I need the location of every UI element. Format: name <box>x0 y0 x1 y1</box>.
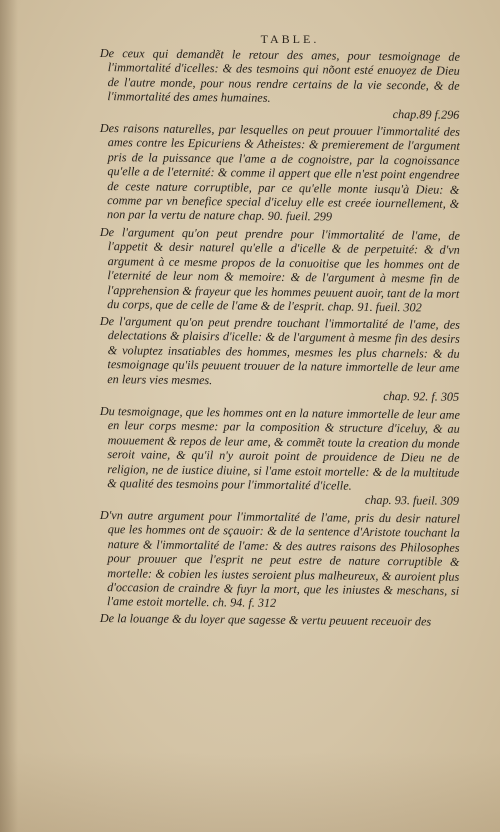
table-entry <box>98 611 460 629</box>
table-entry <box>97 121 460 226</box>
entry-text: Des raisons naturelles, par lesquelles on peut prouuer l'immortalité des ames contre les Epicuriens & Atheistes: & premierement de l'argument pris de la puissance que l'ame a de cognoistre, par la cognoissance qu'elle a de l'eternité: & comme il appert que elle n'est point engendree de ceste nature corruptible, par ce qu'elle monte iusqu'à Dieu: & comme par vn benefice special d'iceluy elle est creée iournellement, & non par la vertu de nature <box>99 121 460 223</box>
table-entry <box>97 225 460 315</box>
entry-text: De l'argument qu'on peut prendre touchant l'immortalité de l'ame, des delectations & plaisirs d'icelle: & de l'argument à mesme fin des desirs & voluptez insatiables des hommes, mesmes les plus charnels: & du tesmoignage qu'ils peuuent trouuer de la nature immortelle de leur ame en leurs vies mesmes. <box>99 314 460 388</box>
entry-text: De ceux qui demandẽt le retour des ames, pour tesmoignage de l'immortalité d'icelles: & des tesmoins qui no͂ont esté enuoyez de Dieu de l'autre monde, pour nous rendre certains de la vie seconde, & de l'immortalité des ames humaines. <box>99 46 460 106</box>
running-head: TABLE. <box>260 32 320 46</box>
table-entries <box>98 46 460 629</box>
table-entry <box>97 314 460 404</box>
entry-reference: ch. 94. f. 312 <box>212 595 277 610</box>
table-entry <box>97 508 460 613</box>
entry-text: De l'argument qu'on peut prendre pour l'immortalité de l'ame, de l'appetit & desir naturel qu'elle a d'icelle & de perpetuité: & d'vn argument à ce mesme propos de la conuoitise que les hommes ont de l'eternité de leur nom & memoire: & de l'argument à mesme fin de l'apprehension & frayeur que les hommes peuuent auoir, tant de la mort du corps, que de celle de l'ame & de l'esprit. <box>99 224 460 314</box>
entry-reference: chap. 91. fueil. 302 <box>327 299 422 315</box>
entry-text: Du tesmoignage, que les hommes ont en la nature immortelle de leur ame en leur corps mesme: par la composition & structure d'iceluy, & au mouuement & repos de leur ame, & commẽt toute la creation du monde seroit vaine, & qu'il n'y auroit point de prouidence de Dieu ne de religion, ne de iustice diuine, si l'ame estoit mortelle: & de la multitude & qualité des tesmoins pour l'immortalité d'icelle. <box>99 403 460 493</box>
entry-text: D'vn autre argument pour l'immortalité de l'ame, pris du desir naturel que les hommes ont de sçauoir: & de la sentence d'Aristote touchant la nature & l'immortalité de l'ame: & des autres raisons des Philosophes pour prouuer que l'esprit ne peut estre de nature corruptible & mortelle: & cobien les iustes seroient plus malheureux, & auroient plus d'occasion de craindre & fuyr la mort, que les iniustes & meschans, si l'ame estoit mortelle. <box>99 507 460 610</box>
entry-reference: chap. 92. f. 305 <box>383 389 460 405</box>
entry-reference: chap.89 f.296 <box>392 106 460 122</box>
entry-reference: chap. 90. fueil. 299 <box>237 208 333 224</box>
table-entry <box>97 46 460 122</box>
page-stain <box>0 752 500 832</box>
table-entry <box>97 404 460 509</box>
entry-reference: chap. 93. fueil. 309 <box>364 492 460 508</box>
entry-text: De la louange & du loyer que sagesse & vertu peuuent receuoir des <box>99 611 432 629</box>
spine-shadow <box>0 0 18 832</box>
